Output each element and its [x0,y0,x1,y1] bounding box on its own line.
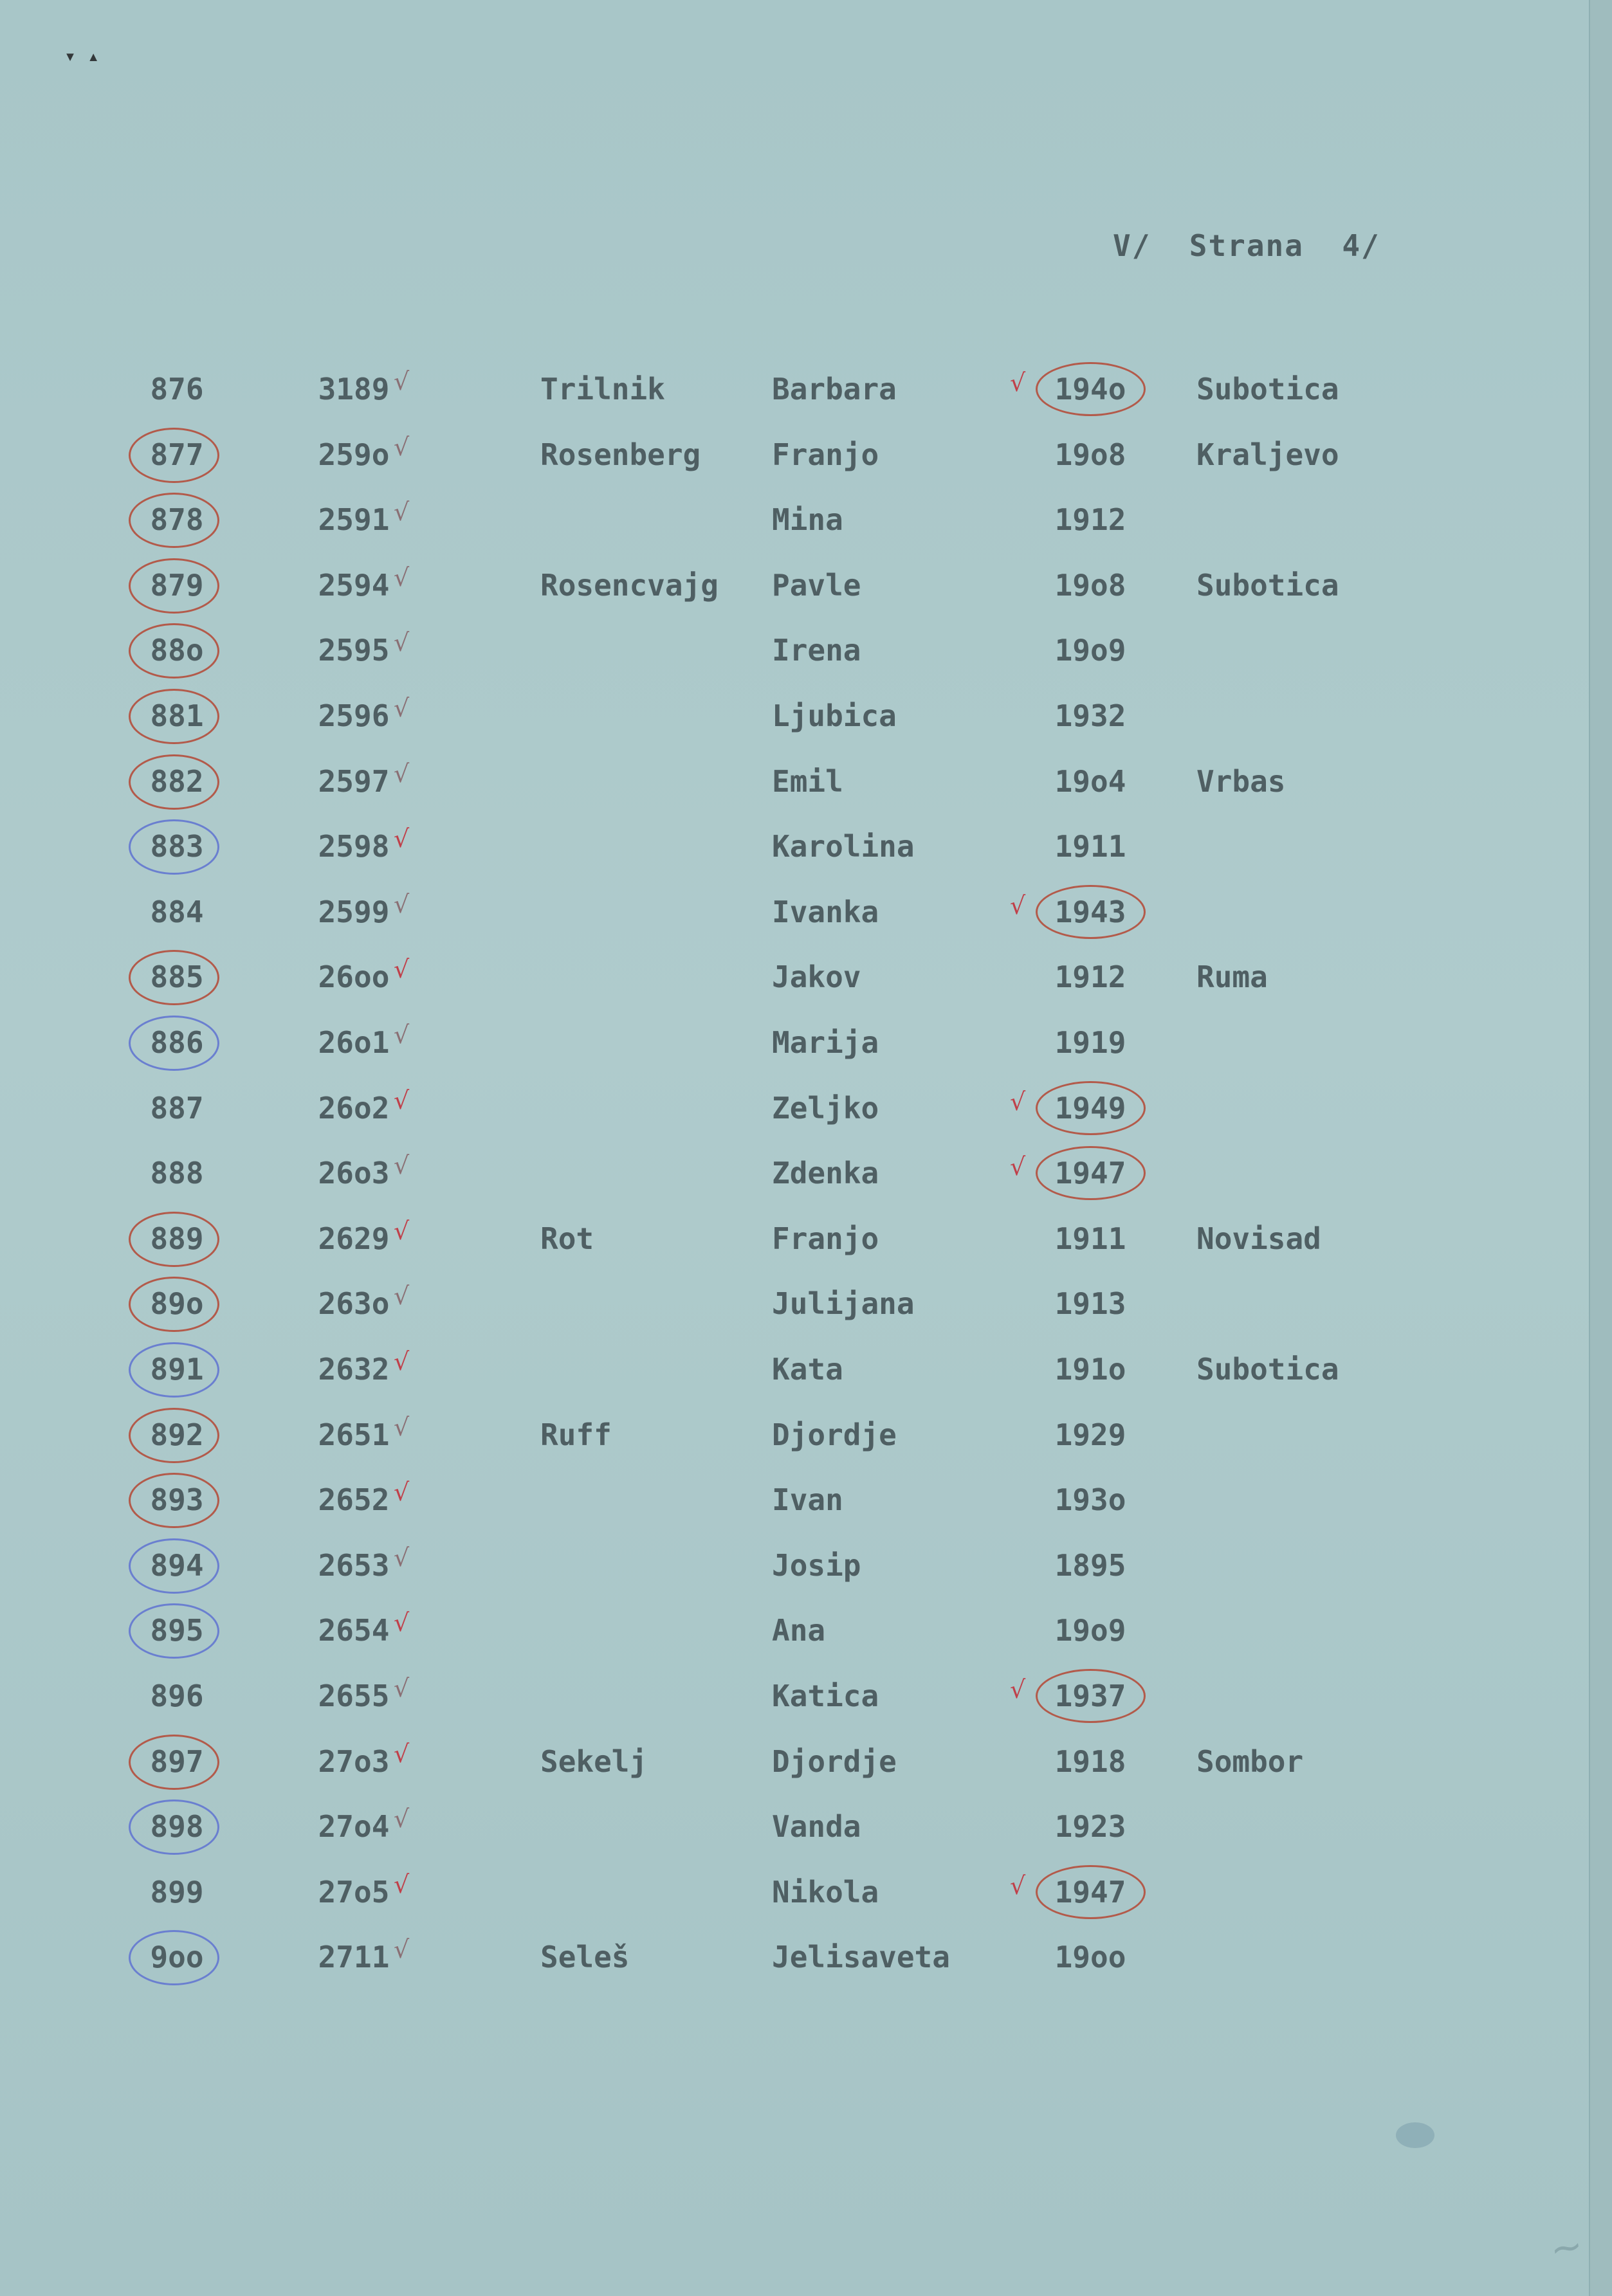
entry-number: 879 [150,568,204,603]
birth-year: 193o [1054,1482,1126,1517]
check-mark-icon: √ [394,1935,410,1963]
entry-number: 895 [150,1613,204,1648]
first-name: Zdenka [772,1156,879,1190]
handwritten-folio-mark: ~ [1546,2223,1586,2273]
birth-year: 19o4 [1054,764,1126,799]
record-id: 3189 [318,372,390,406]
record-id: 263o [318,1286,390,1321]
entry-number: 881 [150,698,204,733]
check-mark-icon: √ [394,433,410,461]
entry-number: 878 [150,502,204,537]
check-mark-icon: √ [394,1217,410,1245]
record-id: 2653 [318,1548,390,1583]
record-id: 26o3 [318,1156,390,1190]
entry-number: 899 [150,1875,204,1909]
entry-number: 898 [150,1809,204,1844]
birth-year: 1932 [1054,698,1126,733]
birth-year: 1929 [1054,1417,1126,1452]
birth-year: 19o8 [1054,568,1126,603]
record-id: 27o3 [318,1744,390,1779]
record-id: 27o4 [318,1809,390,1844]
birth-year: 194o [1054,372,1126,406]
first-name: Jakov [772,960,861,994]
entry-number: 897 [150,1744,204,1779]
birth-year: 1895 [1054,1548,1126,1583]
check-mark-icon: √ [394,628,410,657]
first-name: Ivanka [772,895,879,929]
birth-year: 1949 [1054,1091,1126,1125]
entry-number: 883 [150,829,204,864]
entry-number: 882 [150,764,204,799]
check-mark-icon: √ [394,1347,410,1376]
check-mark-icon: √ [394,1151,410,1180]
first-name: Irena [772,633,861,668]
record-id: 27o5 [318,1875,390,1909]
first-name: Jelisaveta [772,1940,950,1974]
record-id: 2632 [318,1352,390,1387]
first-name: Karolina [772,829,915,864]
first-name: Vanda [772,1809,861,1844]
check-mark-icon: √ [394,1021,410,1049]
record-id: 2599 [318,895,390,929]
birthplace: Subotica [1196,1352,1339,1387]
surname: Seleš [540,1940,630,1974]
entry-number: 892 [150,1417,204,1452]
birth-year: 1912 [1054,960,1126,994]
record-id: 26o2 [318,1091,390,1125]
check-mark-icon: √ [1010,369,1026,397]
entry-number: 877 [150,437,204,472]
entry-number: 88o [150,633,204,668]
entry-number: 887 [150,1091,204,1125]
check-mark-icon: √ [394,1413,410,1441]
check-mark-icon: √ [394,1674,410,1702]
check-mark-icon: √ [1010,1153,1026,1181]
birth-year: 1947 [1054,1156,1126,1190]
birthplace: Vrbas [1196,764,1286,799]
record-id: 2711 [318,1940,390,1974]
first-name: Josip [772,1548,861,1583]
check-mark-icon: √ [394,760,410,788]
birth-year: 1911 [1054,829,1126,864]
birthplace: Sombor [1196,1744,1304,1779]
first-name: Franjo [772,1221,879,1256]
birth-year: 1912 [1054,502,1126,537]
first-name: Kata [772,1352,843,1387]
birth-year: 19o9 [1054,1613,1126,1648]
birth-year: 1947 [1054,1875,1126,1909]
surname: Sekelj [540,1744,648,1779]
check-mark-icon: √ [394,1805,410,1833]
birth-year: 1943 [1054,895,1126,929]
check-mark-icon: √ [394,1086,410,1115]
first-name: Katica [772,1679,879,1713]
birth-year: 19oo [1054,1940,1126,1974]
birthplace: Subotica [1196,568,1339,603]
first-name: Marija [772,1025,879,1060]
record-id: 2594 [318,568,390,603]
first-name: Mina [772,502,843,537]
corner-mark: ▾ ▴ [64,45,100,68]
surname: Rosenberg [540,437,701,472]
check-mark-icon: √ [394,1282,410,1310]
page-edge [1589,0,1612,2296]
first-name: Djordje [772,1744,897,1779]
record-id: 2596 [318,698,390,733]
record-id: 2651 [318,1417,390,1452]
entry-number: 896 [150,1679,204,1713]
check-mark-icon: √ [1010,891,1026,920]
record-id: 2597 [318,764,390,799]
first-name: Pavle [772,568,861,603]
entry-number: 891 [150,1352,204,1387]
entry-number: 889 [150,1221,204,1256]
birth-year: 1918 [1054,1744,1126,1779]
record-id: 2654 [318,1613,390,1648]
check-mark-icon: √ [394,694,410,722]
birthplace: Subotica [1196,372,1339,406]
birth-year: 191o [1054,1352,1126,1387]
first-name: Nikola [772,1875,879,1909]
birthplace: Ruma [1196,960,1268,994]
record-id: 2591 [318,502,390,537]
check-mark-icon: √ [394,825,410,853]
first-name: Emil [772,764,843,799]
entry-number: 89o [150,1286,204,1321]
record-id: 2652 [318,1482,390,1517]
birthplace: Novisad [1196,1221,1321,1256]
surname: Rot [540,1221,594,1256]
entry-number: 894 [150,1548,204,1583]
surname: Trilnik [540,372,665,406]
record-id: 2629 [318,1221,390,1256]
check-mark-icon: √ [394,367,410,396]
first-name: Djordje [772,1417,897,1452]
birth-year: 1923 [1054,1809,1126,1844]
surname: Rosencvajg [540,568,719,603]
check-mark-icon: √ [394,563,410,592]
entry-number: 884 [150,895,204,929]
check-mark-icon: √ [394,1608,410,1637]
birth-year: 1937 [1054,1679,1126,1713]
check-mark-icon: √ [1010,1088,1026,1116]
page-header: V/ Strana 4/ [1113,228,1380,263]
entry-number: 888 [150,1156,204,1190]
entry-number: 886 [150,1025,204,1060]
check-mark-icon: √ [394,1544,410,1572]
first-name: Franjo [772,437,879,472]
birth-year: 1913 [1054,1286,1126,1321]
entry-number: 885 [150,960,204,994]
record-id: 2595 [318,633,390,668]
check-mark-icon: √ [394,1478,410,1506]
record-id: 259o [318,437,390,472]
first-name: Ljubica [772,698,897,733]
birth-year: 1919 [1054,1025,1126,1060]
first-name: Zeljko [772,1091,879,1125]
record-id: 2598 [318,829,390,864]
birth-year: 19o8 [1054,437,1126,472]
record-id: 26oo [318,960,390,994]
ink-smudge [1396,2122,1434,2148]
record-id: 2655 [318,1679,390,1713]
first-name: Barbara [772,372,897,406]
surname: Ruff [540,1417,612,1452]
record-id: 26o1 [318,1025,390,1060]
entry-number: 876 [150,372,204,406]
check-mark-icon: √ [394,1870,410,1899]
entry-number: 9oo [150,1940,204,1974]
first-name: Ivan [772,1482,843,1517]
birth-year: 1911 [1054,1221,1126,1256]
birthplace: Kraljevo [1196,437,1339,472]
check-mark-icon: √ [394,1740,410,1768]
first-name: Ana [772,1613,826,1648]
birth-year: 19o9 [1054,633,1126,668]
check-mark-icon: √ [394,498,410,526]
check-mark-icon: √ [394,955,410,983]
check-mark-icon: √ [1010,1675,1026,1704]
check-mark-icon: √ [394,890,410,918]
first-name: Julijana [772,1286,915,1321]
entry-number: 893 [150,1482,204,1517]
check-mark-icon: √ [1010,1872,1026,1900]
